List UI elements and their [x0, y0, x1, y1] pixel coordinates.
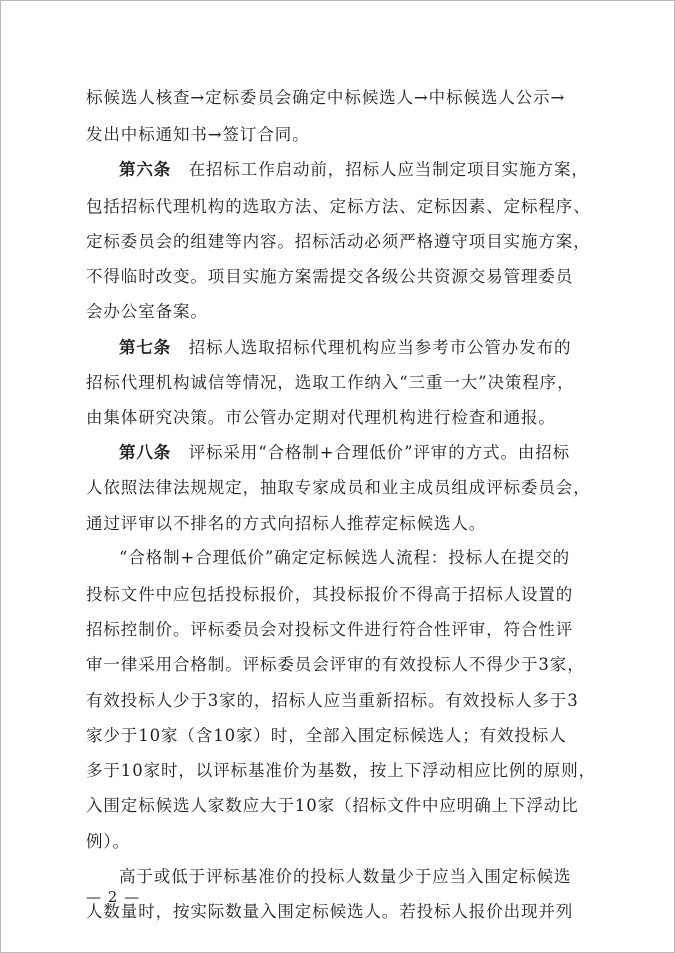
text-line: 发出中标通知书→签订合同。: [86, 125, 310, 144]
text-line: 有效投标人少于3家的，招标人应当重新招标。有效投标人多于3: [86, 691, 579, 710]
text-line: 多于10家时，以评标基准价为基数，按上下浮动相应比例的原则，: [86, 761, 596, 780]
text-line: 招标控制价。评标委员会对投标文件进行符合性评审，符合性评: [86, 620, 574, 639]
article-6-line: 第六条 在招标工作启动前，招标人应当制定项目实施方案，: [119, 160, 589, 179]
text-line: 投标文件中应包括投标报价，其投标报价不得高于招标人设置的: [86, 585, 574, 604]
text-line: 入围定标候选人家数应大于10家（招标文件中应明确上下浮动比: [86, 796, 579, 815]
page-number: — 2 —: [86, 888, 141, 906]
article-8-line: 第八条 评标采用“合格制+合理低价”评审的方式。由招标: [119, 443, 570, 462]
text-line: 标候选人核查→定标委员会确定中标候选人→中标候选人公示→: [86, 88, 566, 107]
article-7-line: 第七条 招标人选取招标代理机构应当参考市公管办发布的: [119, 338, 572, 357]
text-line: 包括招标代理机构的选取方法、定标方法、定标因素、定标程序、: [86, 197, 591, 216]
text-line: 不得临时改变。项目实施方案需提交各级公共资源交易管理委员: [86, 267, 574, 286]
text-line: 定标委员会的组建等内容。招标活动必须严格遵守项目实施方案，: [86, 232, 591, 251]
text-line: 招标代理机构诚信等情况，选取工作纳入“三重一大”决策程序，: [86, 373, 575, 392]
text-line: 高于或低于评标基准价的投标人数量少于应当入围定标候选: [119, 867, 572, 886]
text-line: 审一律采用合格制。评标委员会评审的有效投标人不得少于3家，: [86, 655, 585, 674]
text-line: “合格制+合理低价”确定定标候选人流程：投标人在提交的: [119, 548, 570, 567]
article-heading: 第六条: [119, 160, 172, 179]
text-line: 例）。: [86, 832, 130, 851]
text-line: 通过评审以不排名的方式向招标人推荐定标候选人。: [86, 514, 487, 533]
article-heading: 第七条: [119, 338, 172, 357]
text-line: 家少于10家（含10家）时，全部入围定标候选人；有效投标人: [86, 726, 567, 745]
article-heading: 第八条: [119, 443, 172, 462]
text-line: 会办公室备案。: [86, 302, 208, 321]
text-line: 人数量时，按实际数量入围定标候选人。若投标人报价出现并列: [86, 902, 574, 921]
text-line: 由集体研究决策。市公管办定期对代理机构进行检查和通报。: [86, 408, 556, 427]
text-line: 人依照法律法规规定，抽取专家成员和业主成员组成评标委员会，: [86, 478, 591, 497]
